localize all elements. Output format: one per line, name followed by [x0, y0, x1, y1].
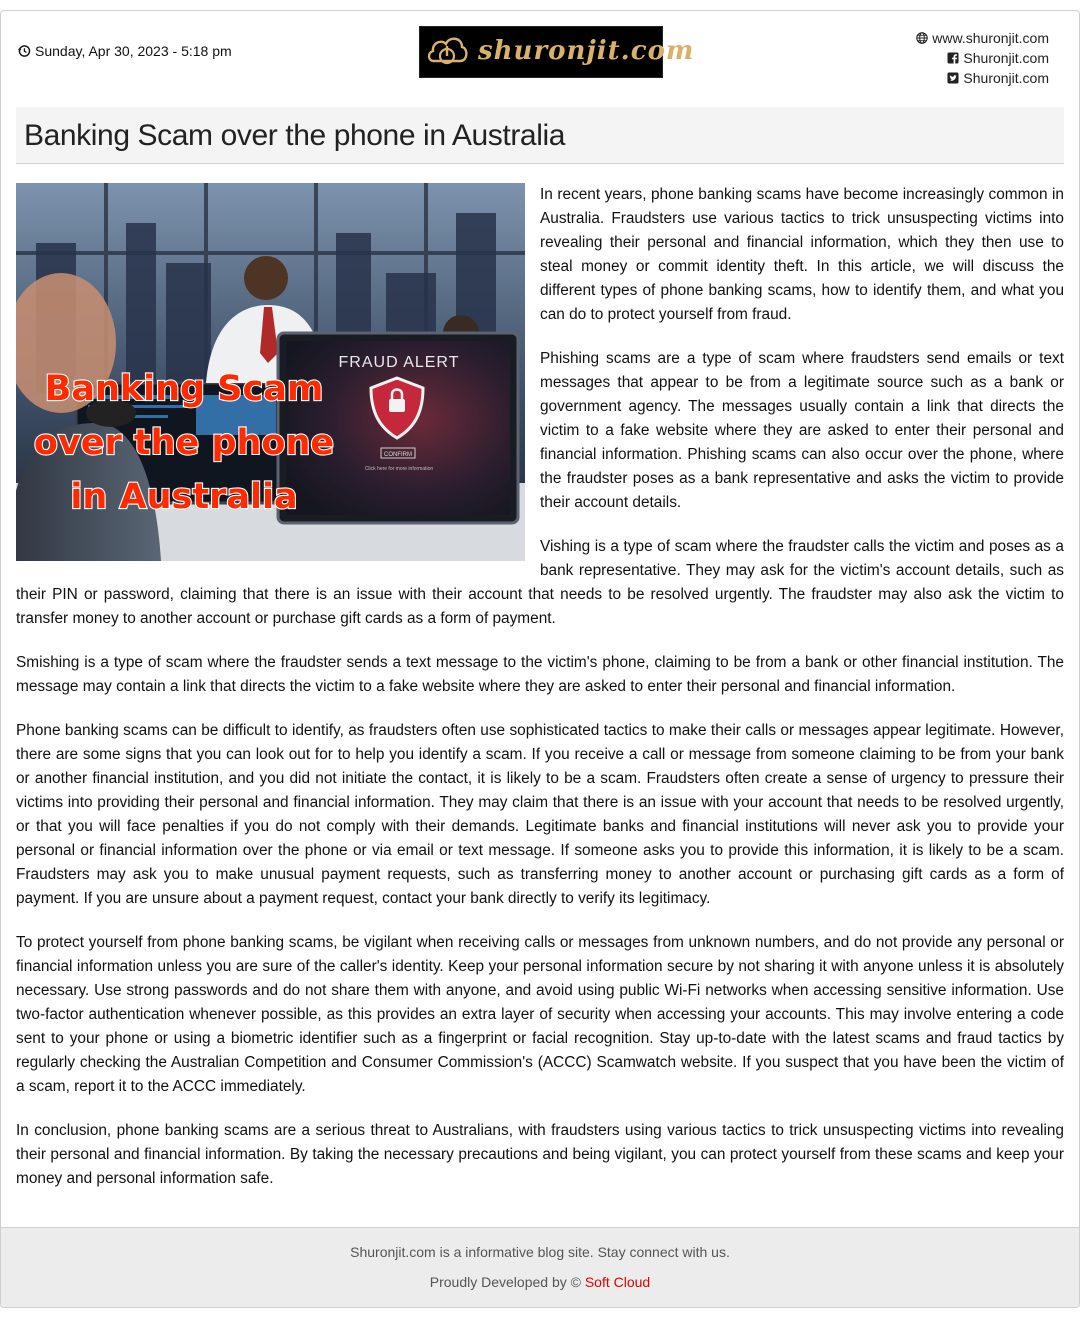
- article-body: [16, 183, 1064, 1211]
- article-paragraph-3: Vishing is a type of scam where the fraudster calls the victim and poses as a bank representative. They may ask for the victim's account details, such as their PIN or password, claiming that there is an issue with their account that needs to be resolved urgently. The fraudster may also ask the victim to transfer money to another account or purchase gift cards as a form of payment.: [16, 538, 1064, 627]
- screen-fraud-alert-label: FRAUD ALERT: [338, 354, 460, 371]
- article-paragraph-7: In conclusion, phone banking scams are a serious threat to Australians, with fraudsters using various tactics to trick unsuspecting victims into revealing their personal and financial information. By taking the necessary precautions and being vigilant, you can protect yourself from these scams and keep your money and personal information safe.: [16, 1122, 1064, 1187]
- footer: [1, 1227, 1079, 1308]
- social-links: [916, 28, 1049, 88]
- article-paragraph-4: Smishing is a type of scam where the fraudster sends a text message to the victim's phone, claiming to be from a bank or other financial institution. The message may contain a link that directs the victim to a fake website where they are asked to enter their personal and financial information.: [16, 654, 1064, 695]
- website-link-label: www.shuronjit.com: [932, 30, 1049, 46]
- article-paragraph-5: Phone banking scams can be difficult to identify, as fraudsters often use sophisticated tactics to make their calls or messages appear legitimate. However, there are some signs that you can look out for to help you identify a scam. If you receive a call or message from someone claiming to be from your bank or another financial institution, and you did not initiate the contact, it is likely to be a scam. Fraudsters often create a sense of urgency to pressure their victims into providing their personal and financial information. They may claim that there is an issue with your account that needs to be resolved urgently, or that you will face penalties if you do not comply with their demands. Legitimate banks and financial institutions will never ask you to provide your personal or financial information over the phone or via email or text message. If someone asks you to provide this information, it is likely to be a scam. Fraudsters may ask you to make unusual payment requests, such as transferring money to another account or purchasing gift cards as a form of payment. If you are unsure about a payment request, contact your bank directly to verify its legitimacy.: [16, 722, 1064, 907]
- facebook-link-label: Shuronjit.com: [963, 50, 1049, 66]
- twitter-icon: [947, 72, 959, 84]
- article-paragraph-6: To protect yourself from phone banking scams, be vigilant when receiving calls or messages from unknown numbers, and do not provide any personal or financial information unless you are sure of the caller's identity. Keep your personal information secure by not sharing it with anyone unless it is absolutely necessary. Use strong passwords and do not share them with anyone, and avoid using public Wi-Fi networks when accessing sensitive information. Use two-factor authentication whenever possible, as this provides an extra layer of security when accessing your accounts. This may involve entering a code sent to your phone or using a biometric identifier such as a fingerprint or facial recognition. Stay up-to-date with the latest scams and fraud tactics by regularly checking the Australian Competition and Consumer Commission's (ACCC) Scamwatch website. If you suspect that you have been the victim of a scam, report it to the ACCC immediately.: [16, 934, 1064, 1095]
- history-icon: [17, 44, 31, 58]
- facebook-icon: [947, 52, 959, 64]
- article-paragraph-1: In recent years, phone banking scams have become increasingly common in Australia. Fraudsters use various tactics to trick unsuspecting victims into revealing their personal and financial information, which they then use to steal money or commit identity theft. In this article, we will discuss the different types of phone banking scams, how to identify them, and what you can do to protect yourself from fraud.: [540, 186, 1064, 323]
- twitter-link[interactable]: [916, 68, 1049, 88]
- overlay-line-2: over the phone: [33, 423, 335, 463]
- logo-text: shuronjit.com: [478, 36, 695, 66]
- date-text: Sunday, Apr 30, 2023 - 5:18 pm: [35, 43, 232, 59]
- footer-tagline: Shuronjit.com is a informative blog site. Stay connect with us.: [350, 1244, 730, 1260]
- article-title: Banking Scam over the phone in Australia: [24, 119, 566, 152]
- article-title-bar: [16, 107, 1064, 164]
- date-display: [17, 43, 232, 59]
- page-frame: [0, 10, 1080, 1308]
- screen-confirm-button: CONFIRM: [384, 452, 412, 458]
- website-link[interactable]: [916, 28, 1049, 48]
- overlay-line-3: in Australia: [70, 477, 298, 517]
- facebook-link[interactable]: [916, 48, 1049, 68]
- screen-caption: Click here for more information: [364, 466, 434, 472]
- cloud-power-icon: [425, 31, 469, 71]
- footer-credit-prefix: Proudly Developed by ©: [429, 1274, 581, 1290]
- site-logo[interactable]: [419, 26, 695, 78]
- article-paragraph-2: Phishing scams are a type of scam where fraudsters send emails or text messages that appear to be from a legitimate source such as a bank or government agency. The messages usually contain a link that directs the victim to a fake website where they are asked to enter their personal and financial information. Phishing scams can also occur over the phone, where the fraudster poses as a bank representative and asks the victim to provide their account details.: [540, 350, 1064, 511]
- article-hero-image: [16, 183, 525, 561]
- soft-cloud-link[interactable]: Soft Cloud: [584, 1274, 651, 1290]
- twitter-link-label: Shuronjit.com: [963, 70, 1049, 86]
- globe-icon: [916, 32, 928, 44]
- footer-credit: [1, 1274, 1079, 1290]
- overlay-line-1: Banking Scam: [44, 369, 324, 409]
- header: [1, 11, 1079, 101]
- fraud-alert-illustration: [16, 183, 525, 561]
